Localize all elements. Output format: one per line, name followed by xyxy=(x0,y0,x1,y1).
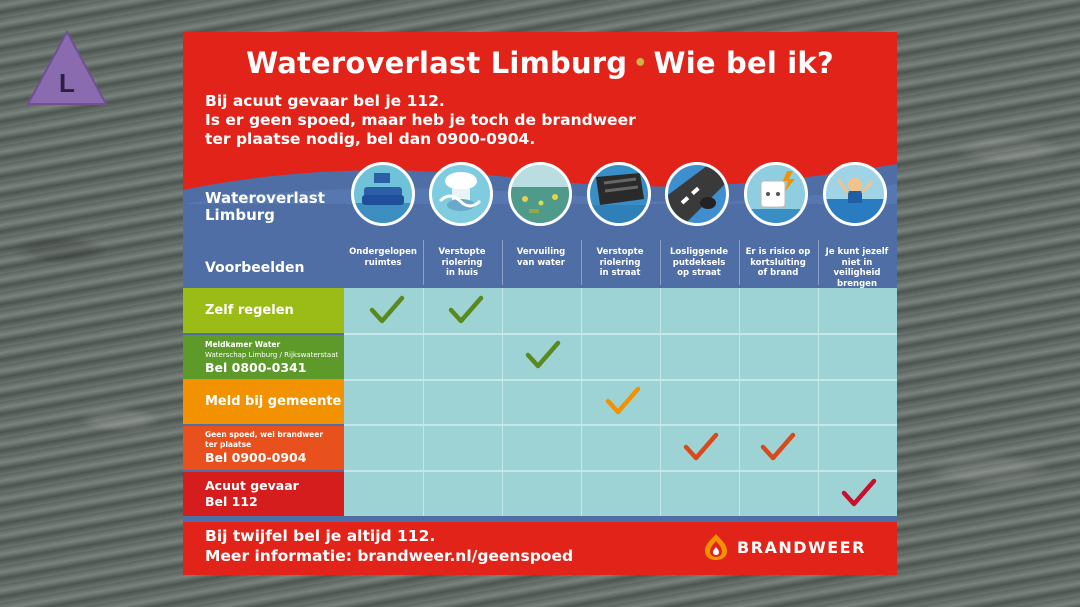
footer-text xyxy=(205,526,573,566)
socket-spark-icon xyxy=(744,162,808,226)
checkmark-icon xyxy=(683,432,719,462)
column-header xyxy=(423,247,501,279)
row-label-text: Bel 0800-0341 xyxy=(205,360,307,375)
row-label-zelf-regelen xyxy=(183,288,344,333)
column-header-line: Losliggende xyxy=(670,247,728,257)
column-divider xyxy=(423,240,424,285)
row-label-text: Meld bij gemeente xyxy=(205,394,342,409)
brandweer-logo xyxy=(701,532,866,562)
column-header xyxy=(502,247,580,268)
grid-line xyxy=(581,288,582,516)
title-right: Wie bel ik? xyxy=(653,46,834,80)
grid-line xyxy=(739,288,740,516)
grid-line xyxy=(344,333,897,335)
column-header-line: putdeksels xyxy=(672,257,726,268)
drowning-person-icon xyxy=(823,162,887,226)
row-label-meldkamer-water xyxy=(183,335,344,379)
grid-line xyxy=(502,288,503,516)
column-header-line: niet in veiligheid xyxy=(833,257,881,278)
column-header-line: riolering xyxy=(599,257,641,268)
column-header-line: in huis xyxy=(446,268,478,278)
poster-title xyxy=(183,46,897,80)
column-divider xyxy=(581,240,582,285)
column-header-line: Verstopte xyxy=(596,247,644,257)
grid-line xyxy=(344,470,897,472)
grid-line xyxy=(344,424,897,426)
column-header xyxy=(581,247,659,279)
row-label-small: Meldkamer Water xyxy=(205,340,281,349)
row-label-text: Bel 0900-0904 xyxy=(205,450,307,465)
title-left: Wateroverlast Limburg xyxy=(246,46,628,80)
column-header-line: riolering xyxy=(441,257,483,268)
sofa-icon xyxy=(351,162,415,226)
column-header-line: ruimtes xyxy=(364,257,402,268)
grid-line xyxy=(818,288,819,516)
row-label-small: Waterschap Limburg / Rijkswaterstaat xyxy=(205,351,339,359)
poster xyxy=(183,32,897,575)
examples-label: Voorbeelden xyxy=(205,260,305,276)
checkmark-icon xyxy=(841,478,877,508)
column-divider xyxy=(818,240,819,285)
section-label xyxy=(205,190,325,224)
intro-line: ter plaatse nodig, bel dan 0900-0904. xyxy=(205,130,536,148)
footer-link[interactable]: Meer informatie: brandweer.nl/geenspoed xyxy=(205,547,574,565)
intro-line: Bij acuut gevaar bel je 112. xyxy=(205,92,445,110)
column-header-line: Je kunt jezelf xyxy=(825,247,889,257)
row-label-small: ter plaatse xyxy=(205,440,252,449)
column-header xyxy=(344,247,422,268)
checkmark-icon xyxy=(760,432,796,462)
column-header xyxy=(660,247,738,279)
row-label-text: Bel 112 xyxy=(205,494,258,509)
column-header-line: in straat xyxy=(599,268,641,278)
column-header-line: kortsluiting xyxy=(750,257,806,268)
manhole-icon xyxy=(665,162,729,226)
intro-line: Is er geen spoed, maar heb je toch de brandweer xyxy=(205,111,636,129)
row-label-text: Acuut gevaar xyxy=(205,478,299,493)
grid-line xyxy=(660,288,661,516)
checkmark-icon xyxy=(605,386,641,416)
column-header-line: Er is risico op xyxy=(745,247,811,257)
row-label-small: Geen spoed, wel brandweer xyxy=(205,430,324,439)
column-header xyxy=(739,247,817,279)
section-label-line: Limburg xyxy=(205,206,275,224)
brandweer-flame-icon xyxy=(701,532,731,562)
column-header-line: Verstopte xyxy=(438,247,486,257)
footer-line: Bij twijfel bel je altijd 112. xyxy=(205,527,436,545)
corner-logo-letter: L xyxy=(59,68,75,98)
section-label-line: Wateroverlast xyxy=(205,189,325,207)
grid-line xyxy=(344,379,897,381)
column-divider xyxy=(739,240,740,285)
column-header-line: of brand xyxy=(757,268,799,278)
checkmark-icon xyxy=(448,295,484,325)
title-dot: • xyxy=(633,51,648,76)
column-header-line: van water xyxy=(517,257,565,268)
row-label-acuut-gevaar xyxy=(183,472,344,516)
intro-text xyxy=(205,92,636,149)
column-header-line: brengen xyxy=(837,278,877,289)
column-divider xyxy=(660,240,661,285)
column-header-line: Vervuiling xyxy=(516,247,566,257)
street-drain-icon xyxy=(587,162,651,226)
column-header xyxy=(818,247,896,289)
column-header-line: op straat xyxy=(677,268,721,278)
column-header-line: Ondergelopen xyxy=(349,247,417,257)
brand-name: BRANDWEER xyxy=(737,537,866,557)
checkmark-icon xyxy=(525,340,561,370)
grid-line xyxy=(423,288,424,516)
toilet-icon xyxy=(429,162,493,226)
checkmark-icon xyxy=(369,295,405,325)
corner-logo-icon xyxy=(26,30,108,106)
column-divider xyxy=(502,240,503,285)
polluted-water-icon xyxy=(508,162,572,226)
row-label-text: Zelf regelen xyxy=(205,303,294,318)
row-label-gemeente xyxy=(183,379,344,424)
row-label-brandweer xyxy=(183,426,344,470)
